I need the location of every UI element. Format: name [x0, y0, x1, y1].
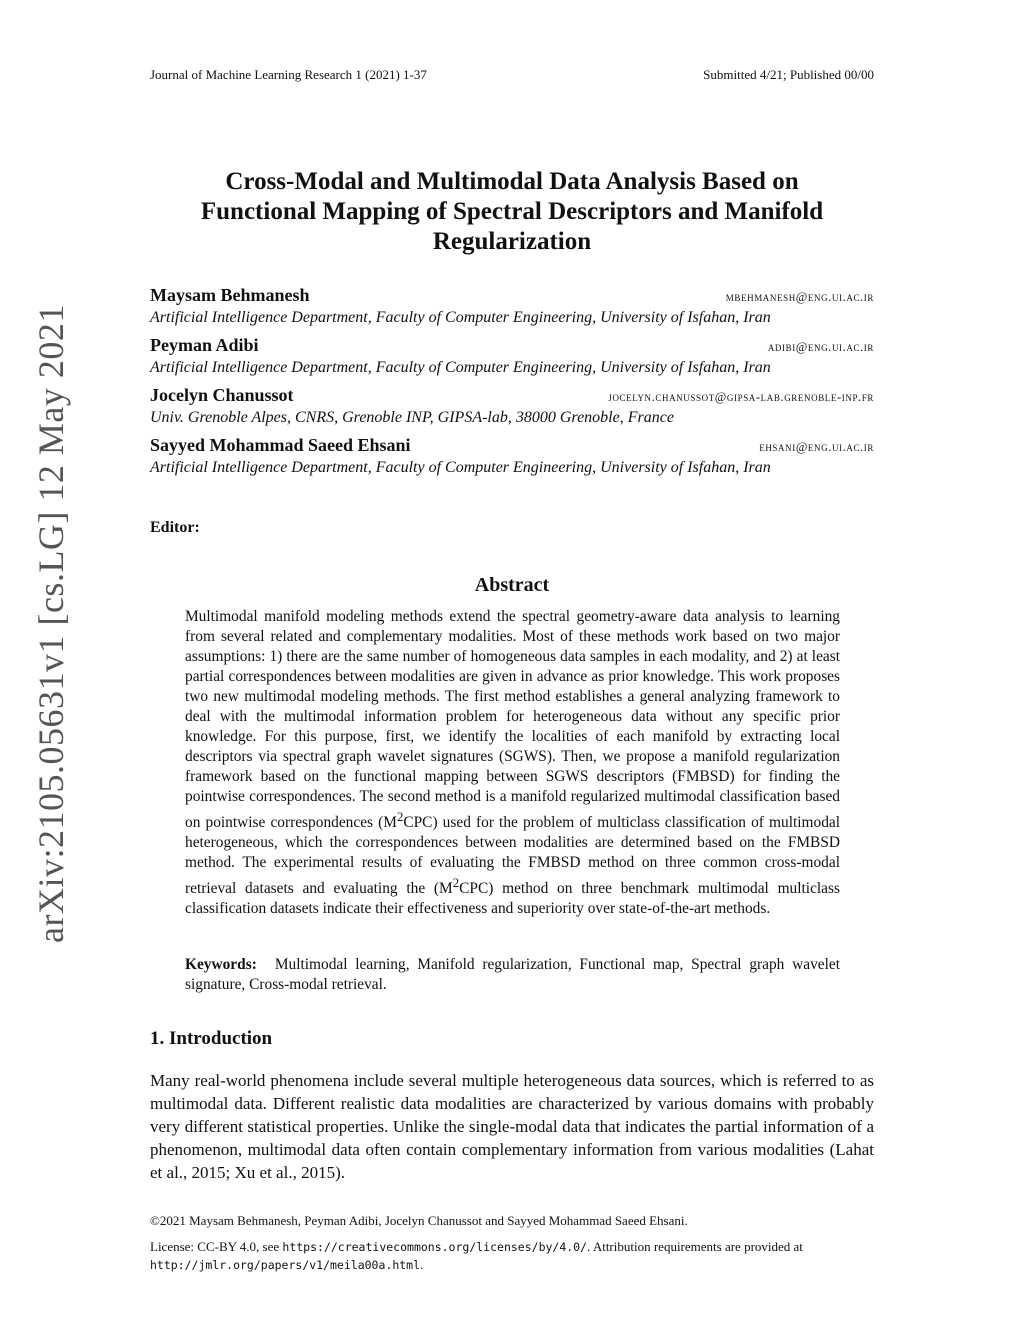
abstract-text-part-1: Multimodal manifold modeling methods extend the spectral geometry-aware data analysis to learning from several related and complementary modalities. Most of these methods work based on two major assumptions: 1) there are the same number of homogeneous data samples in each modality, and 2) at least partial correspondences between modalities are given in advance as prior knowledge. This work proposes two new multimodal modeling methods. The first method establishes a general analyzing framework to deal with the multimodal information problem for heterogeneous data without any specific prior knowledge. For this purpose, first, we identify the localities of each manifold by extracting local descriptors via spectral graph wavelet signatures (SGWS). Then, we propose a manifold regularization framework based on the functional mapping between SGWS descriptors (FMBSD) for finding the pointwise correspondences. The second method is a manifold regularized multimodal classification based on pointwise correspondences (M: [185, 608, 840, 832]
title-line-2: Functional Mapping of Spectral Descriptors and Manifold: [200, 198, 824, 225]
paper-title: [150, 167, 874, 257]
keywords-label: Keywords:: [185, 956, 257, 973]
author-block: [150, 435, 874, 485]
abstract-heading: Abstract: [474, 574, 550, 596]
superscript-2: 2: [396, 810, 404, 824]
author-name: Peyman Adibi: [150, 335, 259, 355]
author-affiliation: Artificial Intelligence Department, Faculty of Computer Engineering, University of Isfahan, Iran: [150, 309, 771, 326]
author-email[interactable]: mbehmanesh@eng.ui.ac.ir: [725, 290, 874, 304]
license-mid: . Attribution requirements are provided at: [587, 1239, 803, 1254]
title-line-1: Cross-Modal and Multimodal Data Analysis Based on: [225, 168, 799, 195]
author-list: [150, 285, 874, 485]
license-end: .: [420, 1257, 424, 1272]
keywords-text: Multimodal learning, Manifold regularization, Functional map, Spectral graph wavelet signature, Cross-modal retrieval.: [185, 956, 840, 993]
attribution-link[interactable]: http://jmlr.org/papers/v1/meila00a.html: [150, 1258, 421, 1272]
abstract-body: [185, 607, 840, 919]
author-email[interactable]: ehsani@eng.ui.ac.ir: [759, 440, 874, 454]
editor-label: Editor:: [150, 519, 200, 536]
abstract-text-part-2: CPC) used for the problem of multiclass classification of multimodal heterogeneous, which the correspondences between modalities are determined based on the FMBSD method. The experimental results of evaluating the FMBSD method on three common cross-modal retrieval datasets and evaluating the (M: [185, 814, 841, 898]
title-line-3: Regularization: [432, 228, 592, 255]
introduction-paragraph: Many real-world phenomena include several multiple heterogeneous data sources, which is referred to as multimodal data. Different realistic data modalities are characterized by various domains with probably very different statistical properties. Unlike the single-modal data that indicates the partial information of a phenomenon, multimodal data often contain complementary information from various modalities (Lahat et al., 2015; Xu et al., 2015).: [150, 1071, 874, 1182]
arxiv-identifier-stamp[interactable]: arXiv:2105.05631v1 [cs.LG] 12 May 2021: [31, 304, 71, 943]
author-name: Sayyed Mohammad Saeed Ehsani: [150, 435, 411, 455]
author-block: [150, 385, 874, 435]
author-email[interactable]: jocelyn.chanussot@gipsa-lab.grenoble-inp.fr: [608, 390, 874, 404]
author-email[interactable]: adibi@eng.ui.ac.ir: [767, 340, 874, 354]
license-link[interactable]: https://creativecommons.org/licenses/by/4.0/: [282, 1240, 588, 1254]
submission-dates: Submitted 4/21; Published 00/00: [703, 67, 874, 82]
journal-citation: Journal of Machine Learning Research 1 (2021) 1-37: [150, 67, 427, 82]
author-affiliation: Artificial Intelligence Department, Faculty of Computer Engineering, University of Isfahan, Iran: [150, 459, 771, 476]
superscript-2: 2: [452, 876, 460, 891]
license-prefix: License: CC-BY 4.0, see: [150, 1239, 283, 1254]
abstract-text-part-3: CPC) method on three benchmark multimodal multiclass classification datasets indicate their effectiveness and superiority over state-of-the-art methods.: [185, 880, 840, 918]
author-affiliation: Artificial Intelligence Department, Faculty of Computer Engineering, University of Isfahan, Iran: [150, 359, 771, 376]
running-head: [150, 67, 874, 83]
author-name: Jocelyn Chanussot: [150, 385, 294, 405]
author-block: [150, 285, 874, 335]
license-notice: [150, 1238, 874, 1274]
copyright-notice: ©2021 Maysam Behmanesh, Peyman Adibi, Jocelyn Chanussot and Sayyed Mohammad Saeed Ehsani.: [150, 1213, 688, 1228]
author-name: Maysam Behmanesh: [150, 285, 310, 305]
author-block: [150, 335, 874, 385]
keywords: [185, 955, 840, 995]
author-affiliation: Univ. Grenoble Alpes, CNRS, Grenoble INP, GIPSA-lab, 38000 Grenoble, France: [150, 409, 674, 426]
section-heading-introduction: 1. Introduction: [150, 1028, 273, 1049]
